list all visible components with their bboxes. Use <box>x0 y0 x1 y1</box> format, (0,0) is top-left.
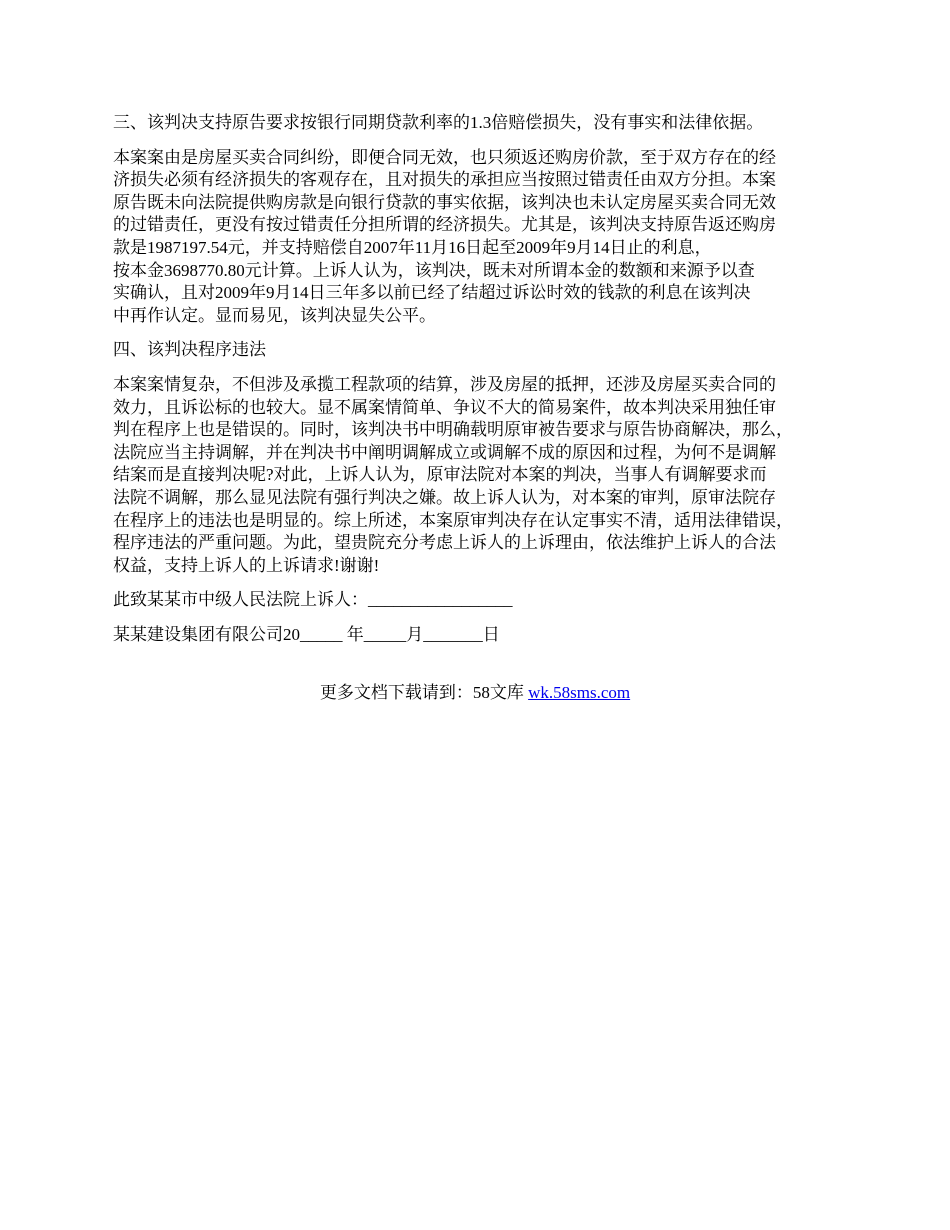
closing-addressee: 此致某某市中级人民法院上诉人：_________________ <box>113 590 513 610</box>
text-line: 法院应当主持调解，并在判决书中阐明调解成立或调解不成的原因和过程，为何不是调解 <box>113 442 776 462</box>
paragraph-gap <box>113 327 853 339</box>
footer-link[interactable]: wk.58sms.com <box>528 683 631 702</box>
text-line: 结案而是直接判决呢?对此，上诉人认为，原审法院对本案的判决，当事人有调解要求而 <box>113 465 767 485</box>
text-line: 程序违法的严重问题。为此，望贵院充分考虑上诉人的上诉理由，依法维护上诉人的合法 <box>113 533 776 553</box>
text-line: 本案案由是房屋买卖合同纠纷，即便合同无效，也只须返还购房价款，至于双方存在的经 <box>113 147 776 167</box>
section3-body <box>113 147 853 328</box>
section3-heading: 三、该判决支持原告要求按银行同期贷款利率的1.3倍赔偿损失，没有事实和法律依据。 <box>113 113 764 132</box>
text-line: 法院不调解，那么显见法院有强行判决之嫌。故上诉人认为，对本案的审判，原审法院存 <box>113 487 776 507</box>
text-line: 原告既未向法院提供购房款是向银行贷款的事实依据，该判决也未认定房屋买卖合同无效 <box>113 192 776 212</box>
section4-heading: 四、该判决程序违法 <box>113 340 266 360</box>
section4-body <box>113 374 853 577</box>
footer-text: 更多文档下载请到：58文库 <box>319 683 529 702</box>
text-line: 在程序上的违法也是明显的。综上所述，本案原审判决存在认定事实不清，适用法律错误， <box>113 510 793 530</box>
text-line: 济损失必须有经济损失的客观存在，且对损失的承担应当按照过错责任由双方分担。本案 <box>113 170 776 190</box>
download-footer <box>0 682 950 704</box>
text-line: 的过错责任，更没有按过错责任分担所谓的经济损失。尤其是，该判决支持原告返还购房 <box>113 215 776 235</box>
text-line: 判在程序上也是错误的。同时，该判决书中明确载明原审被告要求与原告协商解决，那么， <box>113 420 793 440</box>
paragraph-gap <box>113 135 853 147</box>
paragraph-gap <box>113 577 853 589</box>
text-line: 权益，支持上诉人的上诉请求!谢谢! <box>113 555 380 575</box>
text-line: 本案案情复杂，不但涉及承揽工程款项的结算，涉及房屋的抵押，还涉及房屋买卖合同的 <box>113 374 776 394</box>
text-line: 效力，且诉讼标的也较大。显不属案情简单、争议不大的简易案件，故本判决采用独任审 <box>113 397 776 417</box>
closing-signature: 某某建设集团有限公司20_____ 年_____月_______日 <box>113 624 500 644</box>
paragraph-gap <box>113 362 853 374</box>
text-line: 中再作认定。显而易见，该判决显失公平。 <box>113 305 436 325</box>
paragraph-gap <box>113 612 853 624</box>
document-body <box>113 112 853 646</box>
text-line: 款是1987197.54元，并支持赔偿自2007年11月16日起至2009年9月14日止的利息， <box>113 237 712 257</box>
text-line: 按本金3698770.80元计算。上诉人认为，该判决，既未对所谓本金的数额和来源予以查 <box>113 260 755 280</box>
text-line: 实确认，且对2009年9月14日三年多以前已经了结超过诉讼时效的钱款的利息在该判决 <box>113 283 751 303</box>
